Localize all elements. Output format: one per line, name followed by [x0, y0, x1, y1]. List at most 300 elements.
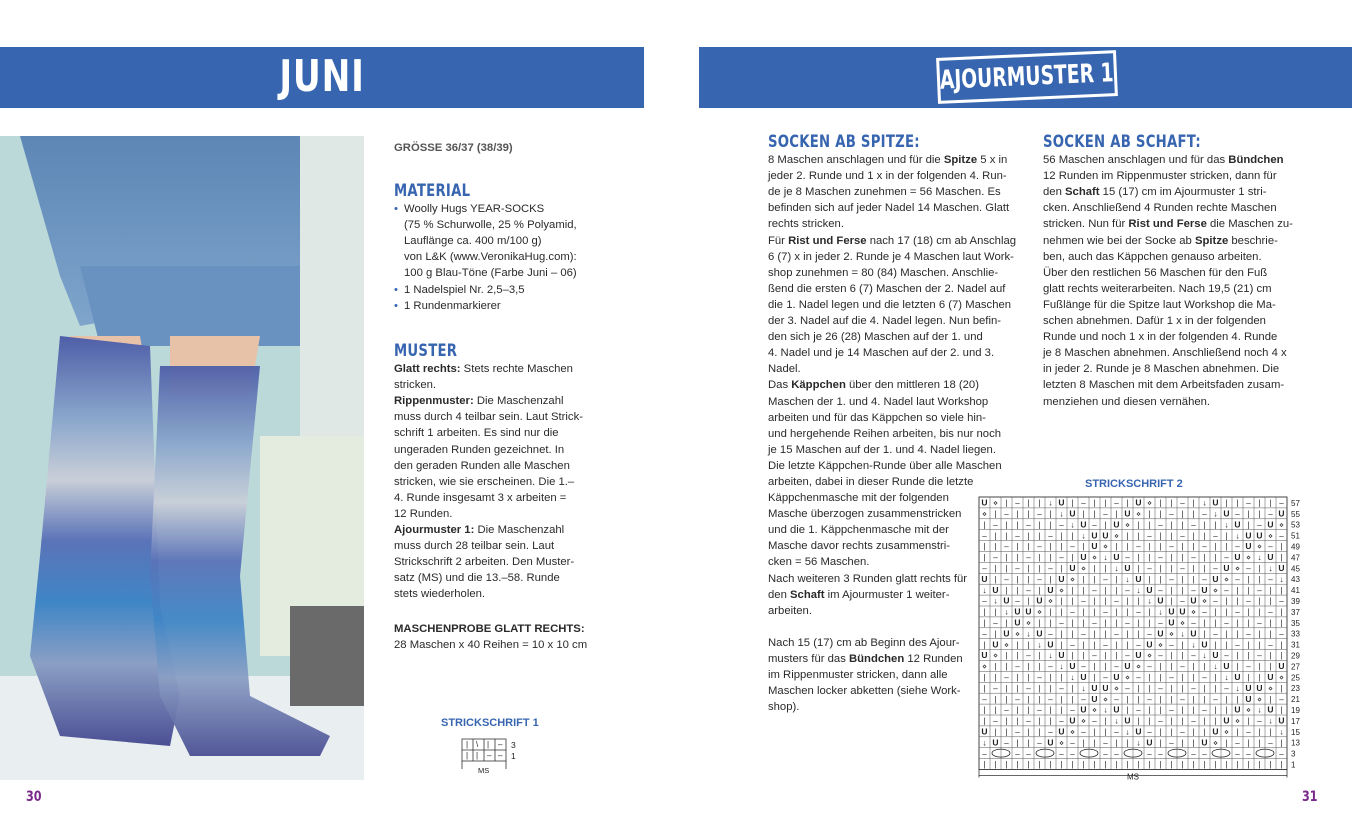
chart2-symbol: – [1048, 564, 1053, 573]
chart2-symbol: | [1049, 607, 1052, 617]
chart2-symbol: | [983, 618, 986, 628]
chart2-symbol: | [1049, 520, 1052, 530]
chart2-symbol: ⋄ [1102, 694, 1109, 704]
chart2-symbol: – [993, 683, 998, 693]
chart2-symbol: | [994, 727, 997, 737]
chart2-symbol: | [1049, 542, 1052, 552]
chart2-symbol: U [1069, 715, 1076, 726]
chart2-symbol: – [982, 749, 987, 759]
chart2-symbol: | [1027, 564, 1030, 573]
chart2-symbol: – [1026, 683, 1031, 693]
chart2-symbol: | [994, 531, 997, 541]
size-label: GRÖSSE 36/37 (38/39) [394, 142, 513, 154]
chart1-title: STRICKSCHRIFT 1 [441, 717, 539, 729]
chart2-symbol: | [1247, 738, 1250, 748]
chart2-symbol: – [1158, 651, 1163, 661]
chart2-symbol: | [1214, 607, 1217, 617]
chart2-symbol: – [1180, 596, 1185, 606]
col1-line: arbeiten. [768, 604, 812, 617]
chart2-symbol: – [1191, 585, 1196, 595]
chart2-symbol: | [983, 760, 986, 770]
chart2-symbol: | [1280, 683, 1283, 693]
chart2-symbol: – [1235, 640, 1240, 650]
chart2-symbol: U [1278, 563, 1285, 573]
chart2-symbol: | [1060, 542, 1063, 552]
chart2-symbol: | [1214, 683, 1217, 693]
chart2-row-label: 35 [1291, 618, 1300, 628]
chart2-symbol: – [1037, 705, 1042, 715]
chart2-symbol: | [1115, 509, 1118, 519]
chart2-symbol: – [1070, 607, 1075, 617]
chart2-symbol: | [1137, 716, 1140, 726]
chart2-symbol: | [1126, 694, 1129, 704]
chart2-symbol: ⋄ [1234, 716, 1241, 726]
chart2-symbol: – [1191, 749, 1196, 759]
col1-line: und die 1. Käppchenmasche mit der [768, 524, 949, 537]
chart2-symbol: | [1126, 640, 1129, 650]
chart2-symbol: | [1159, 738, 1162, 748]
chart2-symbol: | [1192, 574, 1195, 584]
chart2-symbol: | [1148, 673, 1151, 682]
chart2-symbol: | [983, 640, 986, 650]
chart2-symbol: – [1081, 694, 1086, 704]
chart2-symbol: | [1126, 498, 1129, 508]
chart2-symbol: – [1268, 574, 1273, 584]
chart2-symbol: | [1280, 651, 1283, 661]
col2-line: cken. Anschließend 4 Runden rechte Maschen [1043, 202, 1277, 215]
muster-line: satz (MS) und die 13.–58. Runde [394, 572, 560, 585]
chart2-symbol: – [1004, 574, 1009, 584]
col1-line: Nach weiteren 3 Runden glatt rechts für [768, 572, 968, 585]
chart1-symbol: \ [476, 740, 479, 749]
chart2-symbol: | [983, 683, 986, 693]
chart2-symbol: – [1059, 749, 1064, 759]
chart2-symbol: | [1236, 596, 1239, 606]
chart2-symbol: ↓ [1257, 705, 1262, 715]
chart2-symbol: | [1027, 542, 1030, 552]
chart2-symbol: ↓ [1081, 531, 1086, 541]
chart2-symbol: | [1181, 553, 1184, 563]
chart2-symbol: ⋄ [1113, 683, 1120, 693]
gauge-section [394, 621, 634, 653]
gauge-text: 28 Maschen x 40 Reihen = 10 x 10 cm [394, 639, 588, 652]
chart2-symbol: ↓ [1268, 716, 1273, 726]
chart2-symbol: ⋄ [1234, 564, 1241, 573]
col1-line: und hergehende Reihen arbeiten, bis nur noch [768, 427, 1002, 440]
chart2-symbol: – [1026, 749, 1031, 759]
chart2-symbol: – [1114, 596, 1119, 606]
chart2-symbol: | [1060, 694, 1063, 704]
chart2-symbol: | [1093, 629, 1096, 639]
col2-line: letzten 8 Maschen mit dem Arbeitsfaden zusam- [1043, 379, 1285, 392]
chart2-symbol: | [994, 509, 997, 519]
chart2-row-label: 57 [1291, 498, 1300, 508]
chart2-symbol: – [1125, 618, 1130, 628]
chart2-symbol: U [1058, 497, 1065, 508]
chart2-symbol: | [1258, 574, 1261, 584]
chart2-symbol: | [1181, 705, 1184, 715]
col1-line: rechts stricken. [768, 218, 844, 231]
chart2-symbol: | [1192, 760, 1195, 770]
chart2-symbol: U [1036, 628, 1043, 639]
col1-line: je 15 Maschen auf der 1. und 4. Nadel liegen. [768, 443, 996, 456]
chart2-symbol: – [1070, 640, 1075, 650]
chart2-symbol: | [1181, 673, 1184, 682]
chart2-symbol: | [1181, 738, 1184, 748]
chart2-row-label: 49 [1291, 542, 1300, 552]
chart2-symbol: | [1159, 694, 1162, 704]
chart2-symbol: U [1201, 639, 1208, 650]
chart2-symbol: U [1091, 530, 1098, 541]
chart2-symbol: – [1213, 694, 1218, 704]
chart2-symbol: | [1126, 629, 1129, 639]
muster-line: schrift 1 arbeiten. Es sind nur die [394, 427, 559, 440]
chart2-symbol: ⋄ [1102, 542, 1109, 552]
chart2-symbol: – [1147, 662, 1152, 672]
chart2-row-label: 1 [1291, 760, 1296, 770]
chart2-symbol: U [1124, 715, 1131, 726]
chart2-symbol: | [1225, 760, 1228, 770]
chart2-symbol: U [1168, 617, 1175, 628]
chart2-symbol: – [1180, 727, 1185, 737]
chart2-symbol: | [1170, 553, 1173, 563]
chart2-symbol: | [1159, 498, 1162, 508]
chart2-symbol: – [1015, 694, 1020, 704]
chart2-symbol: ↓ [1125, 574, 1130, 584]
material-line: • Woolly Hugs YEAR-SOCKS [404, 203, 545, 216]
chart2-symbol: – [1169, 640, 1174, 650]
chart2-symbol: | [1181, 574, 1184, 584]
chart2-symbol: ⋄ [981, 662, 988, 672]
chart2-symbol: | [1148, 574, 1151, 584]
chart2-symbol: | [1225, 607, 1228, 617]
chart2-symbol: ⋄ [1003, 640, 1010, 650]
chart2-symbol: – [1246, 629, 1251, 639]
chart2-symbol: – [1092, 716, 1097, 726]
chart2-symbol: | [1137, 760, 1140, 770]
chart2-ms-label: MS [1127, 772, 1139, 782]
chart2-symbol: U [1223, 661, 1230, 672]
chart2-symbol: – [1224, 553, 1229, 563]
chart2-symbol: | [1126, 738, 1129, 748]
chart2-symbol: U [1091, 682, 1098, 693]
chart2-symbol: – [1180, 531, 1185, 541]
chart2-symbol: | [1192, 662, 1195, 672]
chart2-symbol: | [1192, 727, 1195, 737]
chart2-symbol: U [1223, 563, 1230, 573]
chart2-symbol: | [1093, 596, 1096, 606]
chart2-symbol: – [1081, 596, 1086, 606]
chart2-symbol: | [1005, 694, 1008, 704]
chart2-symbol: ↓ [1224, 520, 1229, 530]
chart2-symbol: – [1246, 662, 1251, 672]
chart2-symbol: | [983, 705, 986, 715]
chart2-symbol: – [1081, 662, 1086, 672]
chart2-symbol: | [1280, 607, 1283, 617]
chart2-symbol: | [1148, 618, 1151, 628]
chart2-symbol: | [1071, 618, 1074, 628]
chart2-symbol: | [1236, 629, 1239, 639]
chart2-symbol: U [1091, 693, 1098, 704]
col1-line: befinden sich auf jeder Nadel 14 Maschen. Glatt [768, 202, 1010, 215]
chart2-symbol: ⋄ [1278, 673, 1285, 682]
chart2-symbol: – [1103, 574, 1108, 584]
chart2-symbol: ⋄ [1212, 738, 1219, 748]
chart2-symbol: | [1115, 738, 1118, 748]
chart2-symbol: | [1071, 683, 1074, 693]
material-line: • 1 Nadelspiel Nr. 2,5–3,5 [404, 283, 525, 296]
chart2-symbol: ⋄ [1036, 607, 1043, 617]
chart2-symbol: | [1236, 760, 1239, 770]
chart2-symbol: | [1236, 662, 1239, 672]
chart2-symbol: ⋄ [1267, 531, 1274, 541]
chart2-symbol: – [1202, 749, 1207, 759]
chart2-symbol: | [1269, 760, 1272, 770]
chart2-symbol: – [1180, 694, 1185, 704]
chart2-symbol: | [1082, 618, 1085, 628]
chart2-symbol: | [1159, 705, 1162, 715]
chart2-symbol: – [1158, 749, 1163, 759]
muster-line: stricken. [394, 379, 437, 392]
chart2-symbol: | [1170, 564, 1173, 573]
chart2-symbol: | [1214, 520, 1217, 530]
chart2-symbol: | [1280, 640, 1283, 650]
chart2-symbol: | [1027, 673, 1030, 682]
chart2-symbol: | [1115, 542, 1118, 552]
col1-line: 8 Maschen anschlagen und für die Spitze 5 x in [768, 154, 1008, 167]
muster-line: stets wiederholen. [394, 588, 486, 601]
chart2-symbol: – [1103, 673, 1108, 682]
chart2-symbol: U [1047, 584, 1054, 595]
material-heading: MATERIAL [394, 181, 471, 201]
chart2-symbol: U [1234, 519, 1241, 530]
chart2-symbol: | [1071, 553, 1074, 563]
chart2-symbol: | [1005, 716, 1008, 726]
col1-line: Masche überzogen zusammenstricken [768, 508, 962, 521]
chart2-symbol: | [1181, 542, 1184, 552]
chart2-symbol: – [982, 694, 987, 704]
chart2-symbol: ⋄ [1135, 509, 1142, 519]
chart2-symbol: | [1038, 683, 1041, 693]
chart2-symbol: U [992, 639, 999, 650]
chart2-symbol: – [1136, 673, 1141, 682]
chart2-symbol: – [1235, 542, 1240, 552]
chart2-symbol: | [1236, 727, 1239, 737]
chart2-symbol: ⋄ [1245, 553, 1252, 563]
chart2-symbol: ↓ [1158, 607, 1163, 617]
col2-line: menziehen und diesen vernähen. [1043, 395, 1211, 408]
chart2-symbol: – [1257, 520, 1262, 530]
chart2-symbol: – [1125, 585, 1130, 595]
chart2-symbol: – [982, 564, 987, 573]
chart2-symbol: | [1181, 651, 1184, 661]
muster-line: den geraden Runden alle Maschen [394, 459, 570, 472]
chart2-symbol: | [1082, 542, 1085, 552]
chart2-symbol: | [1005, 662, 1008, 672]
chart2-symbol: – [1059, 618, 1064, 628]
col1-line: cken = 56 Maschen. [768, 556, 870, 569]
chart2-symbol: | [1192, 542, 1195, 552]
chart2-symbol: U [1080, 704, 1087, 715]
chart2-symbol: U [1245, 682, 1252, 693]
chart2-symbol: | [994, 607, 997, 617]
chart2-symbol: U [981, 573, 988, 584]
chart2-symbol: | [1159, 727, 1162, 737]
chart2-symbol: U [1201, 584, 1208, 595]
chart2-symbol: U [1047, 737, 1054, 748]
chart2-symbol: | [1027, 662, 1030, 672]
chart2-symbol: | [1170, 683, 1173, 693]
chart2-symbol: U [1014, 606, 1021, 617]
chart2-symbol: | [1060, 564, 1063, 573]
chart2-symbol: U [1267, 672, 1274, 682]
chart2-symbol: | [1269, 596, 1272, 606]
chart2-symbol: | [1269, 629, 1272, 639]
chart2-symbol: – [1202, 509, 1207, 519]
chart2-symbol: ⋄ [1091, 705, 1098, 715]
chart2-symbol: | [1060, 760, 1063, 770]
chart2-symbol: | [1192, 694, 1195, 704]
chart2-symbol: | [1203, 727, 1206, 737]
chart2-symbol: U [1212, 497, 1219, 508]
chart2-symbol: – [1092, 520, 1097, 530]
chart2-symbol: | [1071, 694, 1074, 704]
chart2-symbol: – [1081, 629, 1086, 639]
chart2-symbol: | [1181, 760, 1184, 770]
chart2-symbol: | [1126, 760, 1129, 770]
chart2-symbol: | [1071, 531, 1074, 541]
chart2-row-label: 13 [1291, 738, 1300, 748]
chart2-symbol: – [1081, 727, 1086, 737]
chart2-symbol: U [1135, 650, 1142, 661]
chart2-symbol: – [1235, 509, 1240, 519]
col1-line: Das Käppchen über den mittleren 18 (20) [768, 379, 979, 392]
chart2-symbol: | [1269, 727, 1272, 737]
chart2-symbol: | [1192, 509, 1195, 519]
chart2-symbol: | [1104, 585, 1107, 595]
chart2-symbol: ⋄ [992, 651, 999, 661]
chart2-symbol: | [1170, 662, 1173, 672]
chart2-symbol: ⋄ [1223, 727, 1230, 737]
chart2-symbol: – [1147, 564, 1152, 573]
chart2-symbol: | [1181, 509, 1184, 519]
chart2-symbol: | [1126, 596, 1129, 606]
chart2-symbol: | [1104, 727, 1107, 737]
chart2-symbol: | [1016, 553, 1019, 563]
chart2-symbol: U [1223, 715, 1230, 726]
chart2-symbol: – [1114, 749, 1119, 759]
chart2-symbol: U [1102, 682, 1109, 693]
chart2-symbol: | [983, 520, 986, 530]
chart2-row-label: 47 [1291, 553, 1300, 563]
chart2-symbol: | [1093, 738, 1096, 748]
chart2-symbol: | [1247, 509, 1250, 519]
chart2-symbol: | [1170, 694, 1173, 704]
chart2-row-label: 21 [1291, 695, 1300, 705]
chart2-symbol: – [1059, 683, 1064, 693]
chart2-symbol: ⋄ [1080, 716, 1087, 726]
gauge-heading: MASCHENPROBE GLATT RECHTS: [394, 623, 585, 635]
chart2-symbol: | [1258, 673, 1261, 682]
chart2-symbol: | [1016, 542, 1019, 552]
col2-text [1043, 152, 1298, 410]
chart2-symbol: | [1005, 651, 1008, 661]
col1-heading: SOCKEN AB SPITZE: [768, 132, 920, 152]
chart2-symbol: – [1092, 585, 1097, 595]
chart2-symbol: | [1060, 596, 1063, 606]
col2-line: schen abnehmen. Dafür 1 x in der folgenden [1043, 315, 1266, 328]
chart2-symbol: | [1225, 596, 1228, 606]
chart2-symbol: | [1049, 673, 1052, 682]
chart2-symbol: | [1060, 640, 1063, 650]
chart2-symbol: | [1049, 716, 1052, 726]
material-line: von L&K (www.VeronikaHug.com): [404, 251, 577, 264]
chart2-symbol: | [1247, 618, 1250, 628]
chart2-symbol: – [1004, 542, 1009, 552]
chart2-symbol: | [1280, 760, 1283, 770]
chart2-symbol: U [1113, 519, 1120, 530]
chart2-symbol: ↓ [1136, 585, 1141, 595]
chart2-row-label: 19 [1291, 706, 1300, 715]
chart2-symbol: | [1038, 531, 1041, 541]
chart2-symbol: – [1235, 749, 1240, 759]
chart2-symbol: ⋄ [1267, 683, 1274, 693]
chart2-symbol: ↓ [1147, 596, 1152, 606]
chart2-symbol: ⋄ [1190, 607, 1197, 617]
chart2-symbol: | [1038, 618, 1041, 628]
chart2-symbol: U [992, 737, 999, 748]
col2-line: 12 Runden im Rippenmuster stricken, dann für [1043, 170, 1277, 183]
chart2-row-label: 15 [1291, 727, 1300, 737]
chart2-symbol: U [1234, 672, 1241, 682]
chart2-symbol: | [1203, 520, 1206, 530]
chart2-symbol: U [1058, 726, 1065, 737]
chart2-symbol: | [1104, 564, 1107, 573]
pattern-title: AJOURMUSTER 1 [939, 58, 1115, 96]
chart2-symbol: | [1005, 531, 1008, 541]
chart2-symbol: U [1157, 628, 1164, 639]
chart2-symbol: | [1060, 531, 1063, 541]
chart2-symbol: | [1258, 498, 1261, 508]
chart2-symbol: U [1080, 519, 1087, 530]
chart2-symbol: U [1267, 519, 1274, 530]
chart2-symbol: | [1104, 498, 1107, 508]
chart2-symbol: – [1125, 553, 1130, 563]
chart2-symbol: U [1014, 617, 1021, 628]
right-banner [699, 47, 1352, 108]
chart2-symbol: | [1203, 716, 1206, 726]
chart2-symbol: – [1169, 738, 1174, 748]
chart2-symbol: – [1202, 607, 1207, 617]
chart2-symbol: – [1015, 531, 1020, 541]
chart2-symbol: – [1136, 607, 1141, 617]
chart2-symbol: | [1258, 738, 1261, 748]
chart1-row-label: 3 [511, 740, 516, 750]
chart2-symbol: ↓ [1070, 673, 1075, 682]
chart2-symbol: | [1005, 585, 1008, 595]
chart2-symbol: | [1137, 618, 1140, 628]
chart2-symbol: – [1268, 542, 1273, 552]
chart2-symbol: | [1203, 683, 1206, 693]
chart2-symbol: – [1246, 596, 1251, 606]
chart2-symbol: ⋄ [1168, 629, 1175, 639]
chart2-symbol: – [1147, 694, 1152, 704]
chart2-symbol: – [1048, 694, 1053, 704]
chart2-symbol: – [1191, 683, 1196, 693]
col1-line: de je 8 Maschen zunehmen = 56 Maschen. Es [768, 186, 1001, 199]
chart2-symbol: | [1258, 640, 1261, 650]
chart2-symbol: | [1192, 531, 1195, 541]
